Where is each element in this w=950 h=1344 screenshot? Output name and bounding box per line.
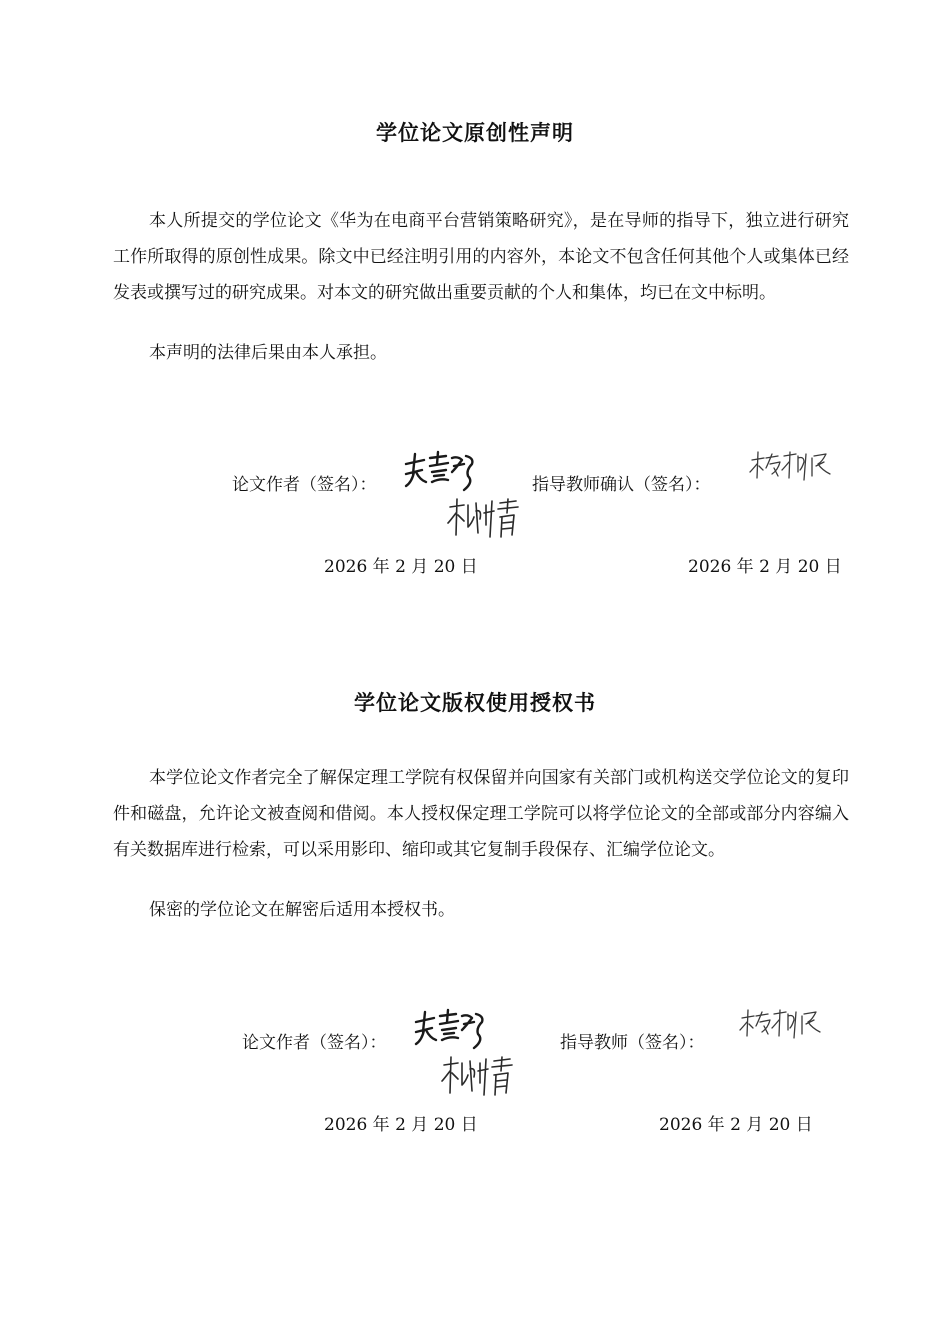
authorization-advisor-signature bbox=[738, 1008, 822, 1040]
declaration-author-signature bbox=[402, 450, 480, 494]
authorization-paragraph-1: 本学位论文作者完全了解保定理工学院有权保留并向国家有关部门或机构送交学位论文的复印件和磁盘，允许论文被查阅和借阅。本人授权保定理工学院可以将学位论文的全部或部分内容编入有关数据库进行检索，可以采用影印、缩印或其它复制手段保存、汇编学位论文。 bbox=[113, 768, 849, 860]
declaration-advisor-signature bbox=[748, 450, 832, 482]
authorization-author-second-signature bbox=[440, 1055, 514, 1099]
authorization-author-label: 论文作者（签名）： bbox=[242, 1033, 387, 1053]
authorization-advisor-label: 指导教师（签名）： bbox=[560, 1033, 705, 1053]
authorization-author-date: 2026 年 2 月 20 日 bbox=[324, 1115, 478, 1135]
declaration-author-date: 2026 年 2 月 20 日 bbox=[324, 557, 478, 577]
authorization-title: 学位论文版权使用授权书 bbox=[354, 691, 596, 715]
declaration-author-second-signature bbox=[446, 497, 520, 541]
declaration-title: 学位论文原创性声明 bbox=[376, 121, 574, 145]
declaration-paragraph-1: 本人所提交的学位论文《华为在电商平台营销策略研究》，是在导师的指导下，独立进行研究工作所取得的原创性成果。除文中已经注明引用的内容外，本论文不包含任何其他个人或集体已经发表或撰写过的研究成果。对本文的研究做出重要贡献的个人和集体，均已在文中标明。 bbox=[113, 211, 849, 303]
authorization-advisor-date: 2026 年 2 月 20 日 bbox=[659, 1115, 813, 1135]
declaration-advisor-date: 2026 年 2 月 20 日 bbox=[688, 557, 842, 577]
declaration-author-label: 论文作者（签名）： bbox=[232, 475, 377, 495]
authorization-paragraph-2: 保密的学位论文在解密后适用本授权书。 bbox=[149, 900, 455, 920]
declaration-advisor-label: 指导教师确认（签名）： bbox=[532, 475, 711, 495]
authorization-author-signature bbox=[412, 1008, 490, 1052]
declaration-paragraph-2: 本声明的法律后果由本人承担。 bbox=[149, 343, 387, 363]
